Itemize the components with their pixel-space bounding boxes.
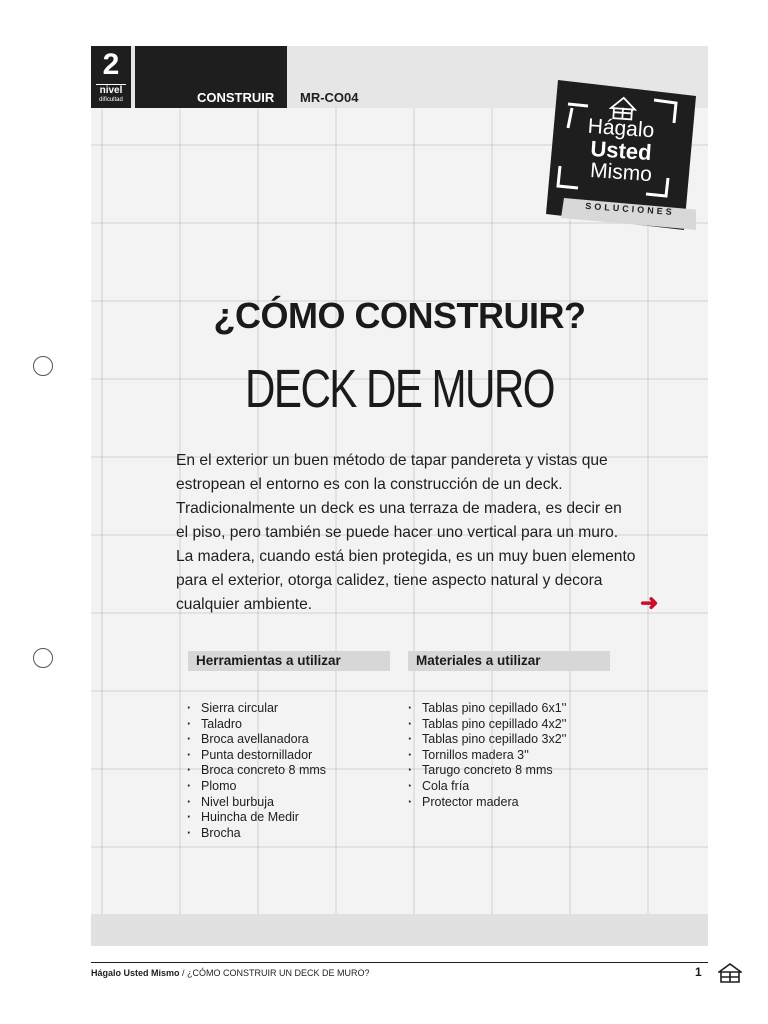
tools-heading: Herramientas a utilizar: [188, 651, 390, 671]
list-item: · Tornillos madera 3'': [408, 748, 566, 764]
logo-line-hagalo: Hágalo: [587, 114, 656, 143]
list-item: · Broca avellanadora: [187, 732, 326, 748]
list-item: · Taladro: [187, 717, 326, 733]
page-subtitle: DECK DE MURO: [245, 359, 554, 419]
list-item: · Tablas pino cepillado 6x1'': [408, 701, 566, 717]
level-number: 2: [102, 48, 120, 81]
arrow-right-icon[interactable]: ➜: [640, 590, 659, 615]
category-label: CONSTRUIR: [197, 90, 275, 105]
logo-tagline: SOLUCIONES: [584, 200, 675, 218]
list-item: · Protector madera: [408, 795, 566, 811]
hagalo-usted-mismo-logo: [536, 80, 696, 230]
difficulty-level-badge: [91, 46, 131, 108]
footer-divider: [91, 962, 708, 963]
footer-brand: Hágalo Usted Mismo: [91, 968, 180, 978]
list-item: · Punta destornillador: [187, 748, 326, 764]
house-icon: [718, 963, 742, 983]
binder-hole-bottom: [33, 648, 53, 668]
document-code: MR-CO04: [300, 90, 359, 105]
panel-bottom-band: [91, 914, 708, 946]
list-item: · Tablas pino cepillado 4x2'': [408, 717, 566, 733]
page-title: ¿CÓMO CONSTRUIR?: [213, 295, 586, 336]
materials-list: [408, 701, 566, 810]
footer-title: / ¿CÓMO CONSTRUIR UN DECK DE MURO?: [179, 968, 370, 978]
logo-line-mismo: Mismo: [589, 158, 653, 187]
materials-heading: Materiales a utilizar: [408, 651, 610, 671]
list-item: · Cola fría: [408, 779, 566, 795]
footer-caption: [91, 968, 370, 978]
intro-paragraph: En el exterior un buen método de tapar pandereta y vistas que estropean el entorno es con la construcción de un deck. Tradicionalmente un deck es una terraza de madera, es decir en el piso, pero también se puede hacer uno vertical para un muro. La madera, cuando está bien protegida, es un muy buen elemento para el exterior, otorga calidez, tiene aspecto natural y decora cualquier ambiente.: [176, 452, 636, 613]
tools-list: [187, 701, 326, 841]
list-item: · Brocha: [187, 826, 326, 842]
level-label: nivel: [99, 85, 123, 96]
list-item: · Plomo: [187, 779, 326, 795]
list-item: · Huincha de Medir: [187, 810, 326, 826]
list-item: · Sierra circular: [187, 701, 326, 717]
level-sublabel: dificultad: [99, 97, 123, 103]
list-item: · Tarugo concreto 8 mms: [408, 763, 566, 779]
list-item: · Broca concreto 8 mms: [187, 763, 326, 779]
page-number: 1: [695, 965, 702, 979]
list-item: · Nivel burbuja: [187, 795, 326, 811]
binder-hole-top: [33, 356, 53, 376]
list-item: · Tablas pino cepillado 3x2'': [408, 732, 566, 748]
logo-line-usted: Usted: [589, 135, 653, 166]
